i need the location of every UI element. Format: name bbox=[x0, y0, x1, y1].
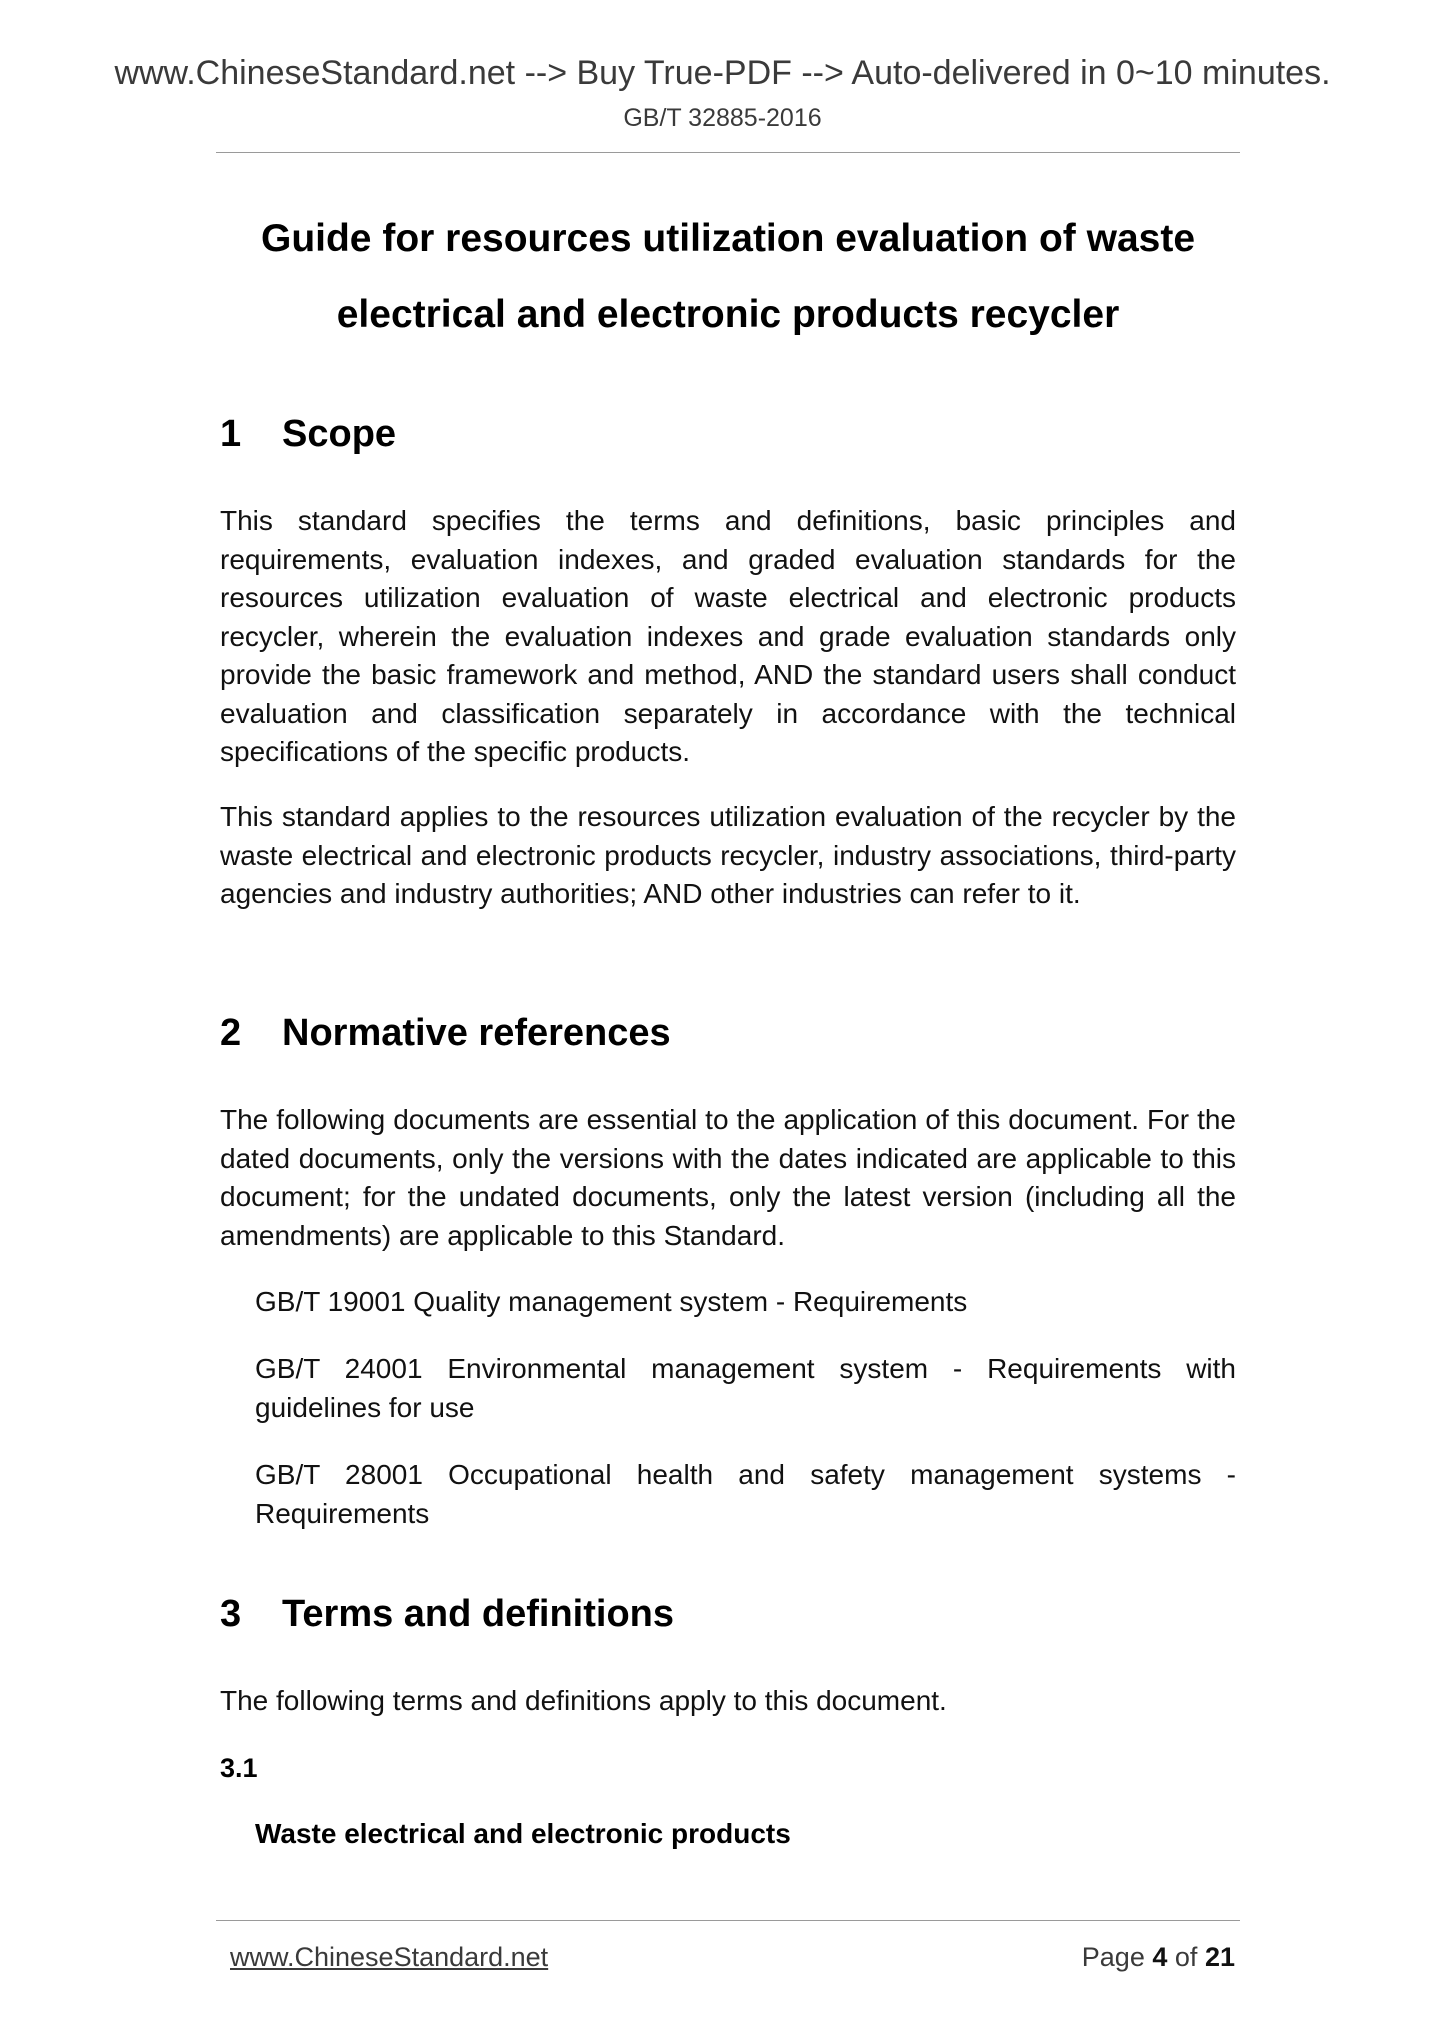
page-indicator bbox=[1082, 1944, 1235, 1971]
normative-intro: The following documents are essential to the application of this document. For the dated documents, only the versions with the dates indicated are applicable to this document; for the undated documents, only the latest version (including all the amendments) are applicable to this Standard. bbox=[220, 1104, 1236, 1251]
reference-item: GB/T 28001 Occupational health and safety management systems - Requirements bbox=[255, 1459, 1236, 1529]
section-2-heading bbox=[220, 1014, 671, 1052]
page-current: 4 bbox=[1152, 1942, 1168, 1972]
section-title: Terms and definitions bbox=[282, 1593, 675, 1635]
section-title: Scope bbox=[282, 413, 397, 455]
reference-item: GB/T 19001 Quality management system - Requirements bbox=[255, 1286, 968, 1317]
scope-paragraph-2: This standard applies to the resources utilization evaluation of the recycler by the waste electrical and electronic products recycler, industry associations, third-party agencies and industry authorities; AND other industries can refer to it. bbox=[220, 801, 1236, 909]
scope-paragraph-1: This standard specifies the terms and definitions, basic principles and requirements, evaluation indexes, and graded evaluation standards for the resources utilization evaluation of waste electrical and electronic products recycler, wherein the evaluation indexes and grade evaluation standards only provide the basic framework and method, AND the standard users shall conduct evaluation and classification separately in accordance with the technical specifications of the specific products. bbox=[220, 505, 1236, 767]
document-id: GB/T 32885-2016 bbox=[623, 104, 822, 132]
document-title-line1: Guide for resources utilization evaluation of waste bbox=[260, 217, 1196, 260]
document-title-line2: electrical and electronic products recycler bbox=[336, 293, 1120, 336]
page-of: of bbox=[1174, 1942, 1198, 1972]
section-1-heading bbox=[220, 415, 396, 453]
term-title: Waste electrical and electronic products bbox=[255, 1818, 791, 1849]
reference-item: GB/T 24001 Environmental management system - Requirements with guidelines for use bbox=[255, 1353, 1236, 1423]
footer-link[interactable]: www.ChineseStandard.net bbox=[230, 1942, 549, 1972]
terms-intro: The following terms and definitions apply to this document. bbox=[220, 1685, 947, 1716]
section-number: 3 bbox=[220, 1593, 242, 1635]
footer-divider bbox=[216, 1920, 1240, 1921]
clause-number: 3.1 bbox=[220, 1753, 258, 1783]
section-title: Normative references bbox=[282, 1012, 671, 1054]
section-3-heading bbox=[220, 1595, 674, 1633]
page-total: 21 bbox=[1204, 1942, 1235, 1972]
page-label: Page bbox=[1081, 1942, 1145, 1972]
section-number: 2 bbox=[220, 1012, 242, 1054]
section-number: 1 bbox=[220, 413, 242, 455]
header-banner[interactable]: www.ChineseStandard.net --> Buy True-PDF --> Auto-delivered in 0~10 minutes. bbox=[114, 54, 1331, 92]
header-divider bbox=[216, 152, 1240, 153]
